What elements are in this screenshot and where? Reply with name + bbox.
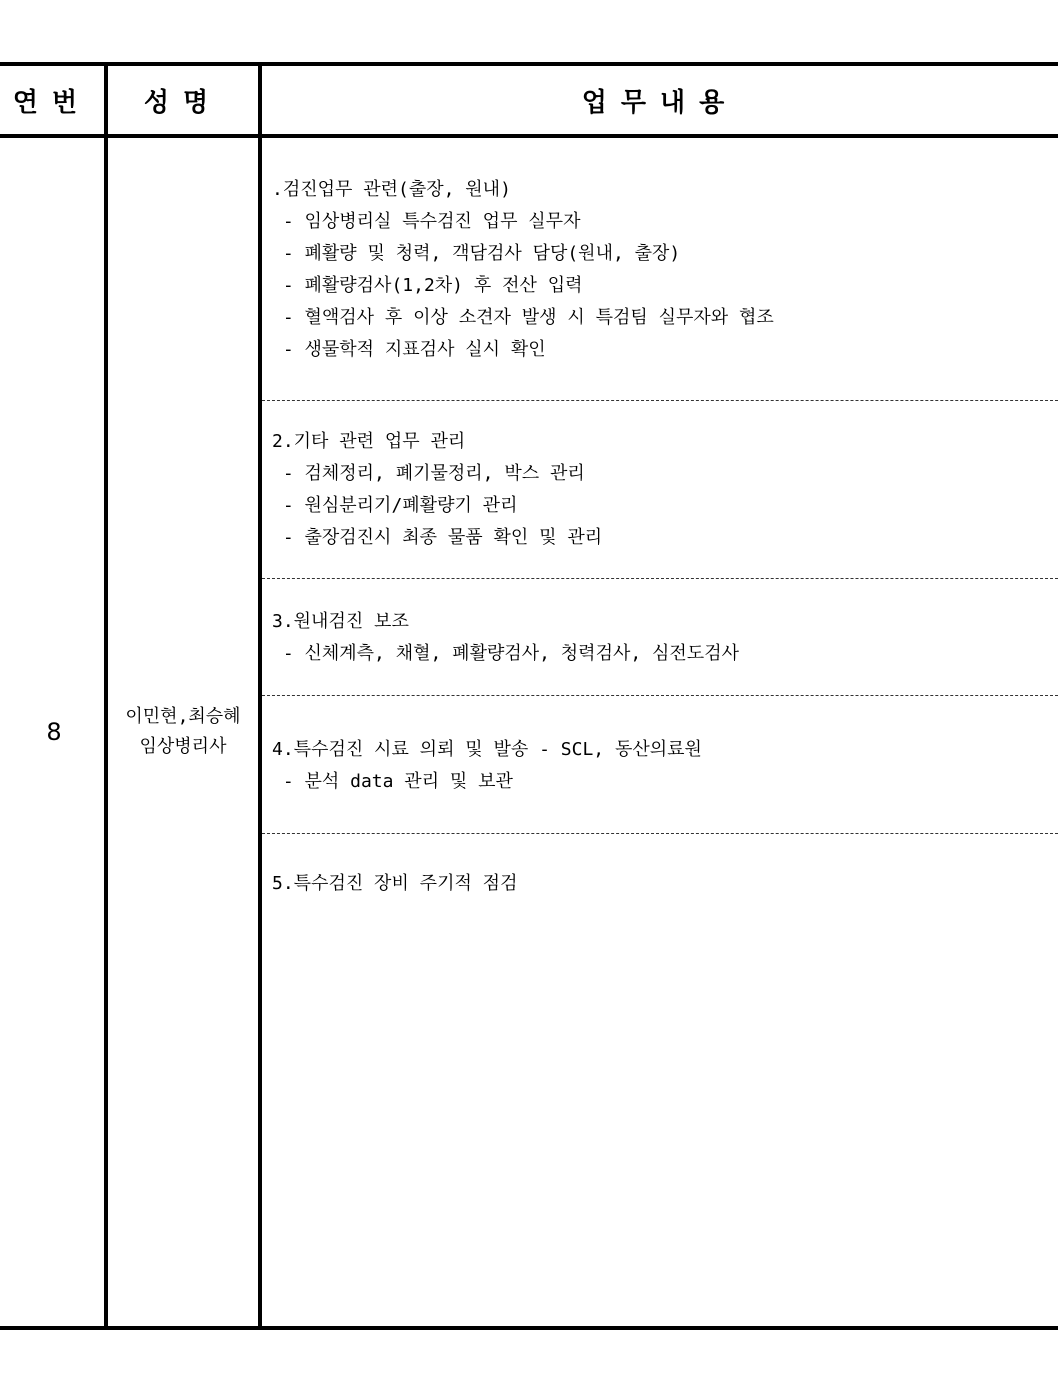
section-title: 2.기타 관련 업무 관리 — [272, 431, 466, 452]
row-number: 8 — [46, 718, 62, 746]
section-item: - 폐활량검사(1,2차) 후 전산 입력 — [272, 275, 583, 296]
row-name-cell — [108, 138, 258, 1326]
section-title: 5.특수검진 장비 주기적 점검 — [272, 873, 518, 894]
section-title: 4.특수검진 시료 의뢰 및 발송 - SCL, 동산의료원 — [272, 739, 702, 760]
section-divider — [262, 578, 1058, 579]
duties-content — [262, 138, 1058, 1326]
section-divider — [262, 833, 1058, 834]
header-duties: 업무내용 — [581, 87, 739, 118]
section-divider — [262, 695, 1058, 696]
section-item: - 분석 data 관리 및 보관 — [272, 771, 513, 792]
duty-section-4 — [262, 734, 1058, 798]
section-title: .검진업무 관련(출장, 원내) — [272, 179, 511, 200]
section-item: - 검체정리, 폐기물정리, 박스 관리 — [272, 463, 585, 484]
section-divider — [262, 400, 1058, 401]
header-number: 연번 — [12, 87, 92, 118]
duty-section-2 — [262, 426, 1058, 554]
section-item: - 신체계측, 채혈, 폐활량검사, 청력검사, 심전도검사 — [272, 643, 739, 664]
section-title: 3.원내검진 보조 — [272, 611, 409, 632]
duty-section-5 — [262, 868, 1058, 900]
duties-table — [0, 62, 1058, 1330]
section-item: - 생물학적 지표검사 실시 확인 — [272, 339, 546, 360]
section-item: - 원심분리기/폐활량기 관리 — [272, 495, 518, 516]
duty-section-3 — [262, 606, 1058, 670]
header-name: 성명 — [143, 87, 223, 118]
section-item: - 출장검진시 최종 물품 확인 및 관리 — [272, 527, 603, 548]
row-name: 이민현,최승혜 — [125, 706, 241, 727]
section-item: - 폐활량 및 청력, 객담검사 담당(원내, 출장) — [272, 243, 681, 264]
section-item: - 임상병리실 특수검진 업무 실무자 — [272, 211, 581, 232]
section-item: - 혈액검사 후 이상 소견자 발생 시 특검팀 실무자와 협조 — [272, 307, 774, 328]
row-position: 임상병리사 — [139, 736, 227, 757]
duty-section-1 — [262, 174, 1058, 366]
